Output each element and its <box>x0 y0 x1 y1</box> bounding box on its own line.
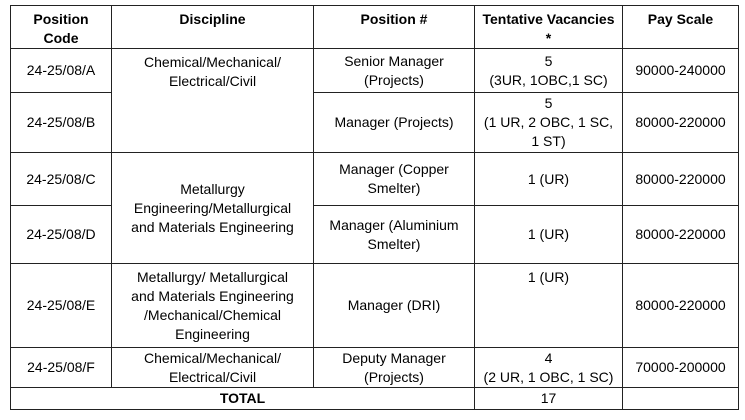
header-pay-scale: Pay Scale <box>623 6 739 49</box>
header-row <box>11 6 739 49</box>
vacancies-cell: 4 (2 UR, 1 OBC, 1 SC) <box>475 348 623 388</box>
total-pay-scale-empty <box>623 388 739 410</box>
vacancies-cell: 5 (3UR, 1OBC,1 SC) <box>475 49 623 93</box>
position-cell: Manager (Copper Smelter) <box>314 153 475 206</box>
position-cell: Manager (DRI) <box>314 264 475 348</box>
discipline-cell: Chemical/Mechanical/ Electrical/Civil <box>112 49 314 153</box>
header-tentative-vacancies: Tentative Vacancies * <box>475 6 623 49</box>
position-cell: Deputy Manager (Projects) <box>314 348 475 388</box>
position-cell: Manager (Projects) <box>314 93 475 153</box>
position-code-cell: 24-25/08/C <box>11 153 112 206</box>
discipline-cell: Chemical/Mechanical/ Electrical/Civil <box>112 348 314 388</box>
position-code-cell: 24-25/08/F <box>11 348 112 388</box>
pay-scale-cell: 70000-200000 <box>623 348 739 388</box>
position-code-cell: 24-25/08/B <box>11 93 112 153</box>
table-row <box>11 49 739 93</box>
vacancies-cell: 1 (UR) <box>475 206 623 264</box>
pay-scale-cell: 80000-220000 <box>623 93 739 153</box>
total-label: TOTAL <box>11 388 475 410</box>
position-code-cell: 24-25/08/D <box>11 206 112 264</box>
table-row <box>11 153 739 206</box>
table-row <box>11 264 739 348</box>
vacancies-cell: 5 (1 UR, 2 OBC, 1 SC, 1 ST) <box>475 93 623 153</box>
pay-scale-cell: 80000-220000 <box>623 206 739 264</box>
position-cell: Manager (Aluminium Smelter) <box>314 206 475 264</box>
vacancies-cell: 1 (UR) <box>475 264 623 348</box>
header-position-code: Position Code <box>11 6 112 49</box>
position-code-cell: 24-25/08/E <box>11 264 112 348</box>
total-row <box>11 388 739 410</box>
pay-scale-cell: 90000-240000 <box>623 49 739 93</box>
vacancy-table <box>10 5 739 410</box>
position-code-cell: 24-25/08/A <box>11 49 112 93</box>
discipline-cell: Metallurgy Engineering/Metallurgical and Materials Engineering <box>112 153 314 264</box>
table-row <box>11 348 739 388</box>
position-cell: Senior Manager (Projects) <box>314 49 475 93</box>
discipline-cell: Metallurgy/ Metallurgical and Materials Engineering /Mechanical/Chemical Engineering <box>112 264 314 348</box>
vacancies-cell: 1 (UR) <box>475 153 623 206</box>
pay-scale-cell: 80000-220000 <box>623 153 739 206</box>
header-position: Position # <box>314 6 475 49</box>
total-vacancies: 17 <box>475 388 623 410</box>
header-discipline: Discipline <box>112 6 314 49</box>
pay-scale-cell: 80000-220000 <box>623 264 739 348</box>
